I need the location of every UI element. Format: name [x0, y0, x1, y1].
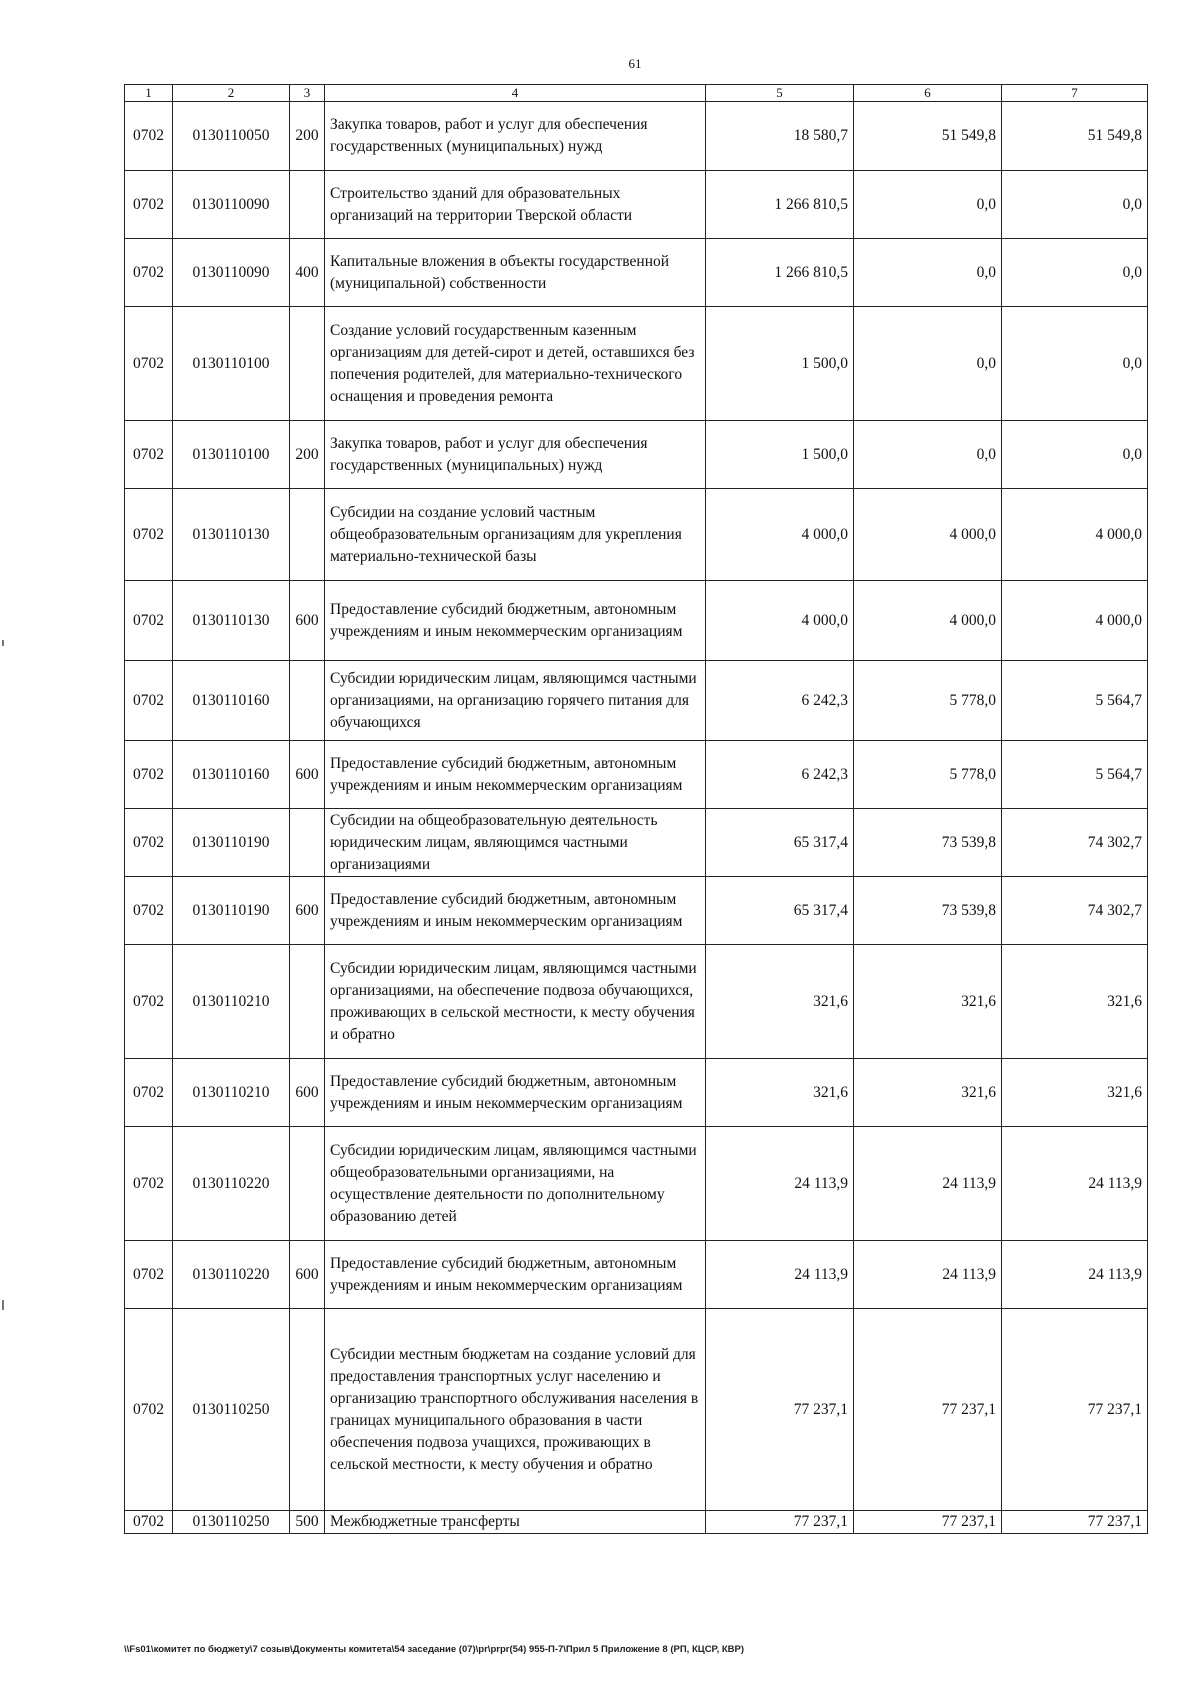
cell-section: 0702 [125, 581, 173, 661]
cell-target: 0130110210 [173, 1059, 290, 1127]
cell-kind: 200 [290, 102, 325, 171]
cell-target: 0130110250 [173, 1511, 290, 1534]
table-row [125, 1309, 1148, 1511]
cell-target: 0130110130 [173, 489, 290, 581]
cell-value-2: 77 237,1 [854, 1309, 1002, 1511]
column-header-value-1: 5 [706, 85, 854, 102]
cell-value-1: 24 113,9 [706, 1241, 854, 1309]
cell-kind: 500 [290, 1511, 325, 1534]
cell-kind [290, 1127, 325, 1241]
cell-target: 0130110210 [173, 945, 290, 1059]
cell-target: 0130110160 [173, 741, 290, 809]
cell-value-2: 0,0 [854, 171, 1002, 239]
cell-value-3: 5 564,7 [1002, 661, 1148, 741]
cell-description: Строительство зданий для образовательных организаций на территории Тверской области [325, 171, 706, 239]
cell-target: 0130110090 [173, 171, 290, 239]
cell-section: 0702 [125, 171, 173, 239]
cell-target: 0130110250 [173, 1309, 290, 1511]
cell-value-2: 73 539,8 [854, 809, 1002, 877]
cell-section: 0702 [125, 421, 173, 489]
header-row [125, 85, 1148, 102]
cell-target: 0130110190 [173, 877, 290, 945]
cell-description: Субсидии юридическим лицам, являющимся частными организациями, на организацию горячего питания для обучающихся [325, 661, 706, 741]
table-row [125, 877, 1148, 945]
table-row [125, 171, 1148, 239]
cell-kind: 600 [290, 741, 325, 809]
cell-kind: 600 [290, 581, 325, 661]
cell-value-1: 321,6 [706, 1059, 854, 1127]
column-header-kind: 3 [290, 85, 325, 102]
cell-value-3: 321,6 [1002, 1059, 1148, 1127]
cell-target: 0130110090 [173, 239, 290, 307]
table-row [125, 489, 1148, 581]
cell-target: 0130110160 [173, 661, 290, 741]
cell-target: 0130110220 [173, 1127, 290, 1241]
cell-value-3: 51 549,8 [1002, 102, 1148, 171]
cell-description: Субсидии местным бюджетам на создание условий для предоставления транспортных услуг населению и организацию транспортного обслуживания населения в границах муниципального образования в части обеспечения подвоза учащихся, проживающих в сельской местности, к месту обучения и обратно [325, 1309, 706, 1511]
cell-description: Создание условий государственным казенным организациям для детей-сирот и детей, оставшихся без попечения родителей, для материально-технического оснащения и проведения ремонта [325, 307, 706, 421]
column-header-description: 4 [325, 85, 706, 102]
cell-kind: 600 [290, 1241, 325, 1309]
cell-value-1: 4 000,0 [706, 581, 854, 661]
cell-kind [290, 307, 325, 421]
cell-section: 0702 [125, 307, 173, 421]
cell-section: 0702 [125, 877, 173, 945]
table-row [125, 307, 1148, 421]
cell-section: 0702 [125, 102, 173, 171]
table-row [125, 945, 1148, 1059]
cell-value-3: 5 564,7 [1002, 741, 1148, 809]
cell-kind [290, 661, 325, 741]
cell-value-1: 4 000,0 [706, 489, 854, 581]
cell-value-1: 321,6 [706, 945, 854, 1059]
cell-value-1: 1 500,0 [706, 307, 854, 421]
cell-target: 0130110190 [173, 809, 290, 877]
cell-kind [290, 1309, 325, 1511]
table-row [125, 661, 1148, 741]
cell-value-3: 4 000,0 [1002, 489, 1148, 581]
cell-kind: 400 [290, 239, 325, 307]
column-header-value-3: 7 [1002, 85, 1148, 102]
column-header-value-2: 6 [854, 85, 1002, 102]
cell-description: Предоставление субсидий бюджетным, автономным учреждениям и иным некоммерческим организациям [325, 581, 706, 661]
page-number: 61 [628, 56, 642, 71]
cell-target: 0130110100 [173, 307, 290, 421]
cell-value-3: 24 113,9 [1002, 1241, 1148, 1309]
cell-section: 0702 [125, 1059, 173, 1127]
cell-kind [290, 809, 325, 877]
cell-kind: 600 [290, 1059, 325, 1127]
cell-value-1: 1 500,0 [706, 421, 854, 489]
cell-value-3: 77 237,1 [1002, 1511, 1148, 1534]
cell-target: 0130110130 [173, 581, 290, 661]
table-row [125, 102, 1148, 171]
footer-file-path: \\Fs01\комитет по бюджету\7 созыв\Документы комитета\54 заседание (07)\pr\prpr(54) 955-П-7\Прил 5 Приложение 8 (РП, КЦСР, КВР) [124, 1644, 745, 1655]
cell-value-3: 4 000,0 [1002, 581, 1148, 661]
cell-value-1: 18 580,7 [706, 102, 854, 171]
cell-value-3: 0,0 [1002, 421, 1148, 489]
cell-description: Предоставление субсидий бюджетным, автономным учреждениям и иным некоммерческим организациям [325, 1241, 706, 1309]
column-header-target: 2 [173, 85, 290, 102]
cell-value-2: 73 539,8 [854, 877, 1002, 945]
budget-table [124, 84, 1148, 1534]
cell-value-2: 5 778,0 [854, 741, 1002, 809]
cell-value-2: 51 549,8 [854, 102, 1002, 171]
cell-value-3: 0,0 [1002, 171, 1148, 239]
cell-value-1: 24 113,9 [706, 1127, 854, 1241]
cell-value-2: 24 113,9 [854, 1241, 1002, 1309]
cell-value-2: 321,6 [854, 945, 1002, 1059]
cell-section: 0702 [125, 741, 173, 809]
cell-description: Предоставление субсидий бюджетным, автономным учреждениям и иным некоммерческим организациям [325, 741, 706, 809]
cell-value-3: 74 302,7 [1002, 809, 1148, 877]
cell-description: Закупка товаров, работ и услуг для обеспечения государственных (муниципальных) нужд [325, 421, 706, 489]
cell-kind: 600 [290, 877, 325, 945]
cell-kind: 200 [290, 421, 325, 489]
cell-value-1: 65 317,4 [706, 877, 854, 945]
cell-value-2: 321,6 [854, 1059, 1002, 1127]
cell-value-3: 74 302,7 [1002, 877, 1148, 945]
cell-section: 0702 [125, 239, 173, 307]
cell-value-3: 77 237,1 [1002, 1309, 1148, 1511]
table-row [125, 1511, 1148, 1534]
cell-description: Межбюджетные трансферты [325, 1511, 706, 1534]
table-row [125, 809, 1148, 877]
scan-mark [2, 1300, 4, 1310]
cell-target: 0130110220 [173, 1241, 290, 1309]
cell-value-2: 0,0 [854, 239, 1002, 307]
cell-target: 0130110100 [173, 421, 290, 489]
cell-value-1: 65 317,4 [706, 809, 854, 877]
cell-value-2: 0,0 [854, 421, 1002, 489]
cell-kind [290, 171, 325, 239]
cell-kind [290, 489, 325, 581]
cell-description: Субсидии юридическим лицам, являющимся частными общеобразовательными организациями, на осуществление деятельности по дополнительному образованию детей [325, 1127, 706, 1241]
cell-section: 0702 [125, 945, 173, 1059]
cell-value-1: 6 242,3 [706, 741, 854, 809]
cell-target: 0130110050 [173, 102, 290, 171]
column-header-section: 1 [125, 85, 173, 102]
cell-description: Капитальные вложения в объекты государственной (муниципальной) собственности [325, 239, 706, 307]
cell-value-1: 1 266 810,5 [706, 239, 854, 307]
cell-section: 0702 [125, 489, 173, 581]
cell-section: 0702 [125, 809, 173, 877]
cell-section: 0702 [125, 1511, 173, 1534]
cell-value-1: 6 242,3 [706, 661, 854, 741]
table-row [125, 741, 1148, 809]
scan-mark [2, 640, 4, 646]
cell-section: 0702 [125, 661, 173, 741]
cell-value-2: 4 000,0 [854, 581, 1002, 661]
cell-description: Предоставление субсидий бюджетным, автономным учреждениям и иным некоммерческим организациям [325, 877, 706, 945]
cell-value-2: 0,0 [854, 307, 1002, 421]
cell-value-2: 77 237,1 [854, 1511, 1002, 1534]
table-row [125, 581, 1148, 661]
cell-value-1: 1 266 810,5 [706, 171, 854, 239]
cell-value-3: 321,6 [1002, 945, 1148, 1059]
cell-section: 0702 [125, 1241, 173, 1309]
table-row [125, 1127, 1148, 1241]
cell-kind [290, 945, 325, 1059]
cell-value-1: 77 237,1 [706, 1511, 854, 1534]
cell-description: Субсидии на общеобразовательную деятельность юридическим лицам, являющимся частными организациями [325, 809, 706, 877]
cell-description: Закупка товаров, работ и услуг для обеспечения государственных (муниципальных) нужд [325, 102, 706, 171]
table-row [125, 239, 1148, 307]
cell-section: 0702 [125, 1309, 173, 1511]
cell-value-3: 0,0 [1002, 239, 1148, 307]
cell-section: 0702 [125, 1127, 173, 1241]
cell-value-2: 4 000,0 [854, 489, 1002, 581]
cell-description: Субсидии юридическим лицам, являющимся частными организациями, на обеспечение подвоза обучающихся, проживающих в сельской местности, к месту обучения и обратно [325, 945, 706, 1059]
table-row [125, 1059, 1148, 1127]
cell-value-3: 24 113,9 [1002, 1127, 1148, 1241]
cell-description: Предоставление субсидий бюджетным, автономным учреждениям и иным некоммерческим организациям [325, 1059, 706, 1127]
table-row [125, 1241, 1148, 1309]
table-body [125, 102, 1148, 1534]
cell-description: Субсидии на создание условий частным общеобразовательным организациям для укрепления материально-технической базы [325, 489, 706, 581]
cell-value-2: 24 113,9 [854, 1127, 1002, 1241]
table-row [125, 421, 1148, 489]
cell-value-3: 0,0 [1002, 307, 1148, 421]
cell-value-1: 77 237,1 [706, 1309, 854, 1511]
cell-value-2: 5 778,0 [854, 661, 1002, 741]
